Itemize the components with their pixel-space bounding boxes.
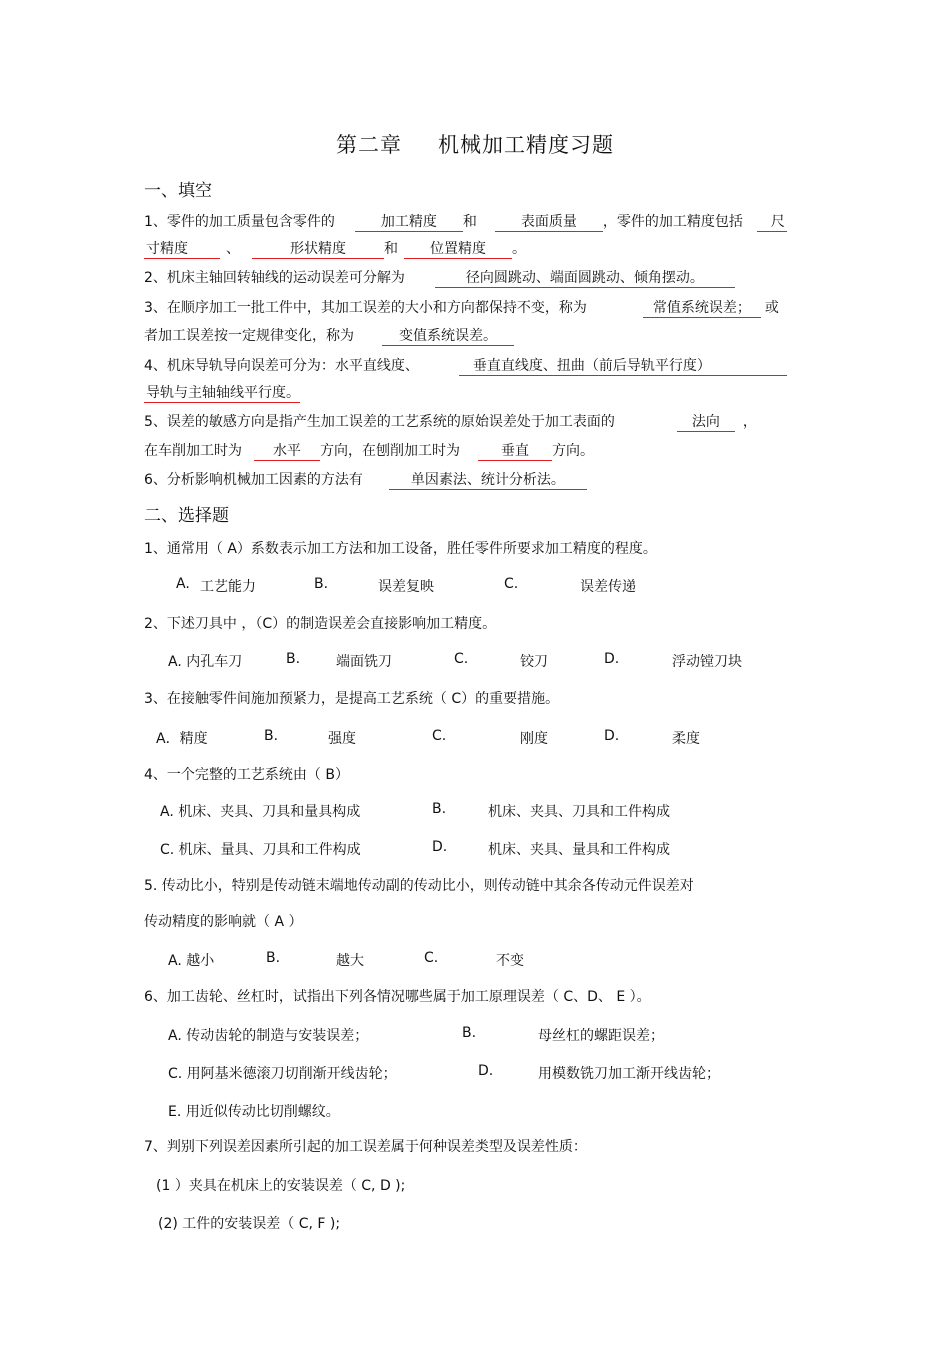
option-label: B.: [264, 728, 279, 744]
fill-q2: 2、机床主轴回转轴线的运动误差可分解为 径向圆跳动、端面圆跳动、倾角摆动。: [144, 269, 735, 288]
option-label: B.: [462, 1025, 477, 1041]
option-text: 机床、夹具、量具和工件构成: [488, 842, 670, 858]
option-label: B.: [432, 801, 447, 817]
option-text: A. 机床、夹具、刀具和量具构成: [160, 804, 361, 820]
answer-blank: 法向: [677, 413, 735, 432]
choice-q5-line2: 传动精度的影响就（ A ）: [144, 914, 303, 930]
option-text: A. 传动齿轮的制造与安装误差；: [168, 1028, 369, 1044]
option-label: A.: [176, 576, 190, 592]
option-label: C.: [424, 950, 439, 966]
choice-q7: 7、判别下列误差因素所引起的加工误差属于何种误差类型及误差性质：: [144, 1139, 587, 1155]
section-fill-heading: 一、填空: [144, 181, 212, 201]
answer-blank: 位置精度: [404, 240, 512, 259]
option-label: C.: [454, 651, 469, 667]
option-text: 误差传递: [580, 579, 636, 595]
answer-blank: 导轨与主轴轴线平行度。: [146, 385, 300, 401]
fill-q1-line2: 寸精度 、 形状精度 和 位置精度 。: [146, 241, 526, 257]
option-text: 用模数铣刀加工渐开线齿轮；: [538, 1066, 720, 1082]
answer-blank: 垂直直线度、扭曲（前后导轨平行度）: [459, 357, 787, 376]
choice-q4: 4、一个完整的工艺系统由（ B）: [144, 767, 349, 783]
option-label: D.: [432, 839, 448, 855]
option-text: 越大: [336, 953, 364, 969]
option-text: 强度: [328, 731, 356, 747]
fill-q3-line2: 者加工误差按一定规律变化，称为 变值系统误差。: [144, 327, 514, 346]
fill-q5-line1: 5、误差的敏感方向是指产生加工误差的工艺系统的原始误差处于加工表面的 法向 ，: [144, 414, 757, 430]
list-item: (2) 工件的安装误差（ C, F );: [158, 1216, 341, 1232]
answer-blank: 尺: [757, 213, 787, 232]
page-title: [0, 129, 950, 159]
option-label: D.: [604, 651, 620, 667]
option-text: C. 机床、量具、刀具和工件构成: [160, 842, 361, 858]
answer-blank: 水平: [254, 442, 320, 461]
list-item: (1 ）夹具在机床上的安装误差（ C, D );: [156, 1178, 406, 1194]
option-label: C.: [432, 728, 447, 744]
choice-q5-line1: 5. 传动比小，特别是传动链末端地传动副的传动比小，则传动链中其余各传动元件误差对: [144, 878, 694, 894]
fill-q4-line2: [144, 384, 300, 403]
chapter-name: 机械加工精度习题: [438, 133, 614, 157]
answer-blank: 寸精度: [144, 240, 220, 259]
answer-blank: 形状精度: [252, 240, 384, 259]
option-text: A. 内孔车刀: [168, 654, 243, 670]
option-text: A. 越小: [168, 953, 215, 969]
answer-blank: 单因素法、统计分析法。: [389, 471, 587, 490]
option-label: D.: [478, 1063, 494, 1079]
option-text: 机床、夹具、刀具和工件构成: [488, 804, 670, 820]
answer-blank: 加工精度: [355, 213, 463, 232]
fill-q1-line1: 1、零件的加工质量包含零件的 加工精度 和 表面质量 ，零件的加工精度包括 尺: [144, 214, 785, 230]
option-text: C. 用阿基米德滚刀切削渐开线齿轮；: [168, 1066, 397, 1082]
option-text: 端面铣刀: [336, 654, 392, 670]
answer-blank: 垂直: [478, 442, 552, 461]
choice-q2: 2、下述刀具中 ，（C）的制造误差会直接影响加工精度。: [144, 616, 497, 632]
option-text: 误差复映: [378, 579, 434, 595]
answer-blank: 变值系统误差。: [382, 327, 514, 346]
choice-q3: 3、在接触零件间施加预紧力，是提高工艺系统（ C）的重要措施。: [144, 691, 560, 707]
choice-q1: 1、通常用（ A）系数表示加工方法和加工设备，胜任零件所要求加工精度的程度。: [144, 541, 657, 557]
option-text: 铰刀: [520, 654, 548, 670]
option-label: B.: [266, 950, 281, 966]
option-label: B.: [314, 576, 329, 592]
option-text: 工艺能力: [200, 579, 256, 595]
option-text: A．精度: [156, 731, 208, 747]
choice-q6: 6、加工齿轮、丝杠时，试指出下列各情况哪些属于加工原理误差（ C、D、 E ）。: [144, 989, 651, 1005]
option-text: 柔度: [672, 731, 700, 747]
option-text: 不变: [496, 953, 524, 969]
fill-q5-line2: 在车削加工时为 水平 方向，在刨削加工时为 垂直 方向。: [144, 443, 594, 459]
fill-q6: 6、分析影响机械加工因素的方法有 单因素法、统计分析法。: [144, 471, 587, 490]
answer-blank: 常值系统误差；: [643, 299, 761, 318]
option-text: 浮动镗刀块: [672, 654, 742, 670]
option-text: 刚度: [520, 731, 548, 747]
answer-blank: 径向圆跳动、端面圆跳动、倾角摆动。: [435, 269, 735, 288]
option-label: D.: [604, 728, 620, 744]
fill-q3-line1: 3、在顺序加工一批工件中，其加工误差的大小和方向都保持不变，称为 常值系统误差； 或: [144, 300, 779, 316]
option-label: B.: [286, 651, 301, 667]
option-label: C.: [504, 576, 519, 592]
option-text: E. 用近似传动比切削螺纹。: [168, 1104, 340, 1120]
option-text: 母丝杠的螺距误差；: [538, 1028, 664, 1044]
fill-q4-line1: 4、机床导轨导向误差可分为：水平直线度、 垂直直线度、扭曲（前后导轨平行度）: [144, 357, 787, 376]
answer-blank: 表面质量: [495, 213, 603, 232]
chapter-label: 第二章: [336, 133, 402, 157]
section-choice-heading: 二、选择题: [144, 506, 229, 526]
